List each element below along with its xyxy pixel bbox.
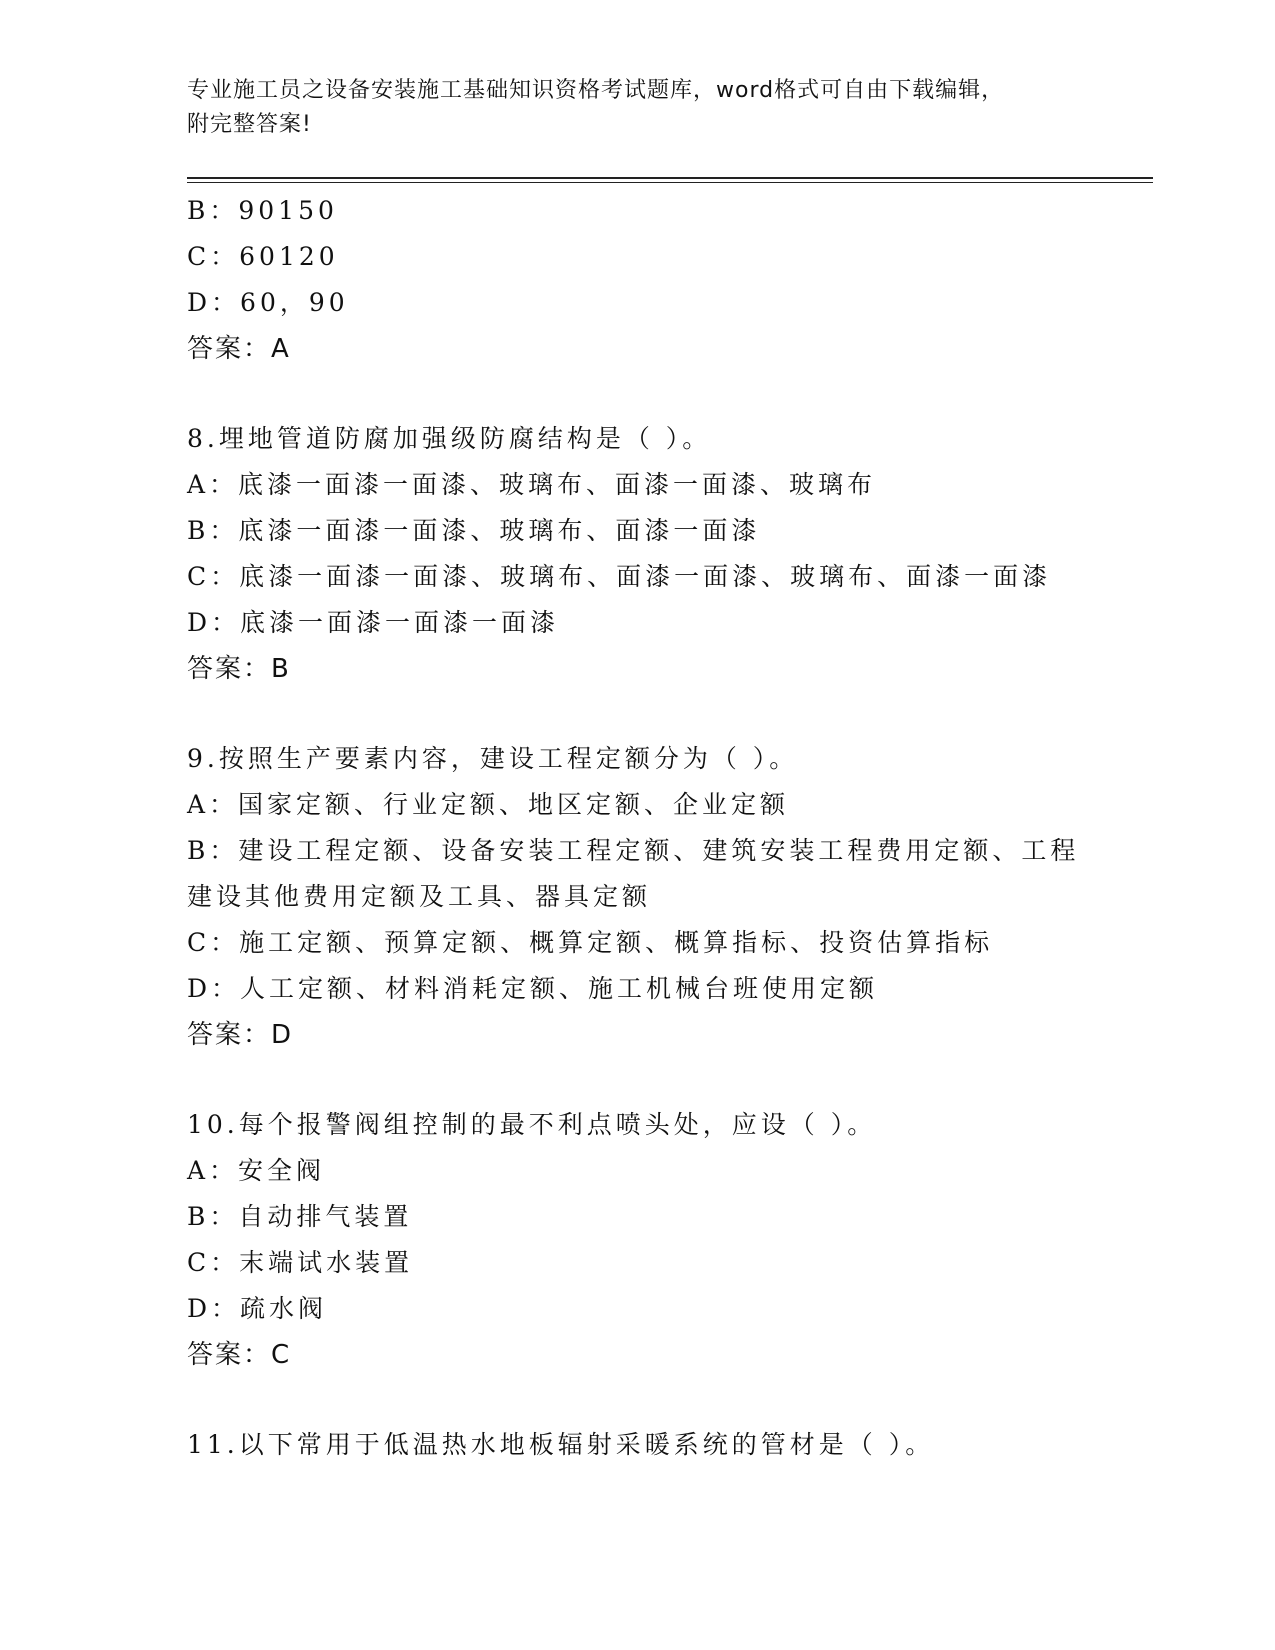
answer: 答案：B	[187, 654, 291, 684]
option-a: A：安全阀	[187, 1156, 326, 1185]
answer: 答案：D	[187, 1020, 294, 1050]
question-8	[187, 416, 1087, 692]
option-b-continued: 建设其他费用定额及工具、器具定额	[187, 882, 652, 911]
document-header	[187, 74, 1067, 142]
option-d: D：疏水阀	[187, 1294, 328, 1323]
option-b: B：90150	[187, 196, 338, 225]
question-9	[187, 736, 1087, 1058]
answer: 答案：A	[187, 334, 291, 364]
option-c: C：末端试水装置	[187, 1248, 414, 1277]
option-a: A：国家定额、行业定额、地区定额、企业定额	[187, 790, 790, 819]
question-stem: 8.埋地管道防腐加强级防腐结构是（ ）。	[187, 424, 712, 453]
header-divider-thick	[187, 177, 1153, 179]
option-d: D：底漆一面漆一面漆一面漆	[187, 608, 560, 637]
question-list	[187, 188, 1087, 1468]
header-divider-thin	[187, 182, 1153, 183]
option-b: B：建设工程定额、设备安装工程定额、建筑安装工程费用定额、工程	[187, 836, 1080, 865]
answer: 答案：C	[187, 1340, 292, 1370]
question-10	[187, 1102, 1087, 1378]
question-stem: 9.按照生产要素内容，建设工程定额分为（ ）。	[187, 744, 799, 773]
question-stem: 10.每个报警阀组控制的最不利点喷头处，应设（ ）。	[187, 1110, 877, 1139]
question-7-continued	[187, 188, 1087, 372]
option-b: B：底漆一面漆一面漆、玻璃布、面漆一面漆	[187, 516, 761, 545]
option-c: C：底漆一面漆一面漆、玻璃布、面漆一面漆、玻璃布、面漆一面漆	[187, 562, 1052, 591]
option-b: B：自动排气装置	[187, 1202, 413, 1231]
question-11	[187, 1422, 1087, 1468]
question-stem: 11.以下常用于低温热水地板辐射采暖系统的管材是（ ）。	[187, 1430, 935, 1459]
option-d: D：60，90	[187, 288, 349, 317]
option-c: C：施工定额、预算定额、概算定额、概算指标、投资估算指标	[187, 928, 994, 957]
option-c: C：60120	[187, 242, 339, 271]
option-a: A：底漆一面漆一面漆、玻璃布、面漆一面漆、玻璃布	[187, 470, 877, 499]
header-line-1: 专业施工员之设备安装施工基础知识资格考试题库，word格式可自由下载编辑，	[187, 78, 1005, 103]
header-line-2: 附完整答案!	[187, 112, 312, 137]
option-d: D：人工定额、材料消耗定额、施工机械台班使用定额	[187, 974, 879, 1003]
